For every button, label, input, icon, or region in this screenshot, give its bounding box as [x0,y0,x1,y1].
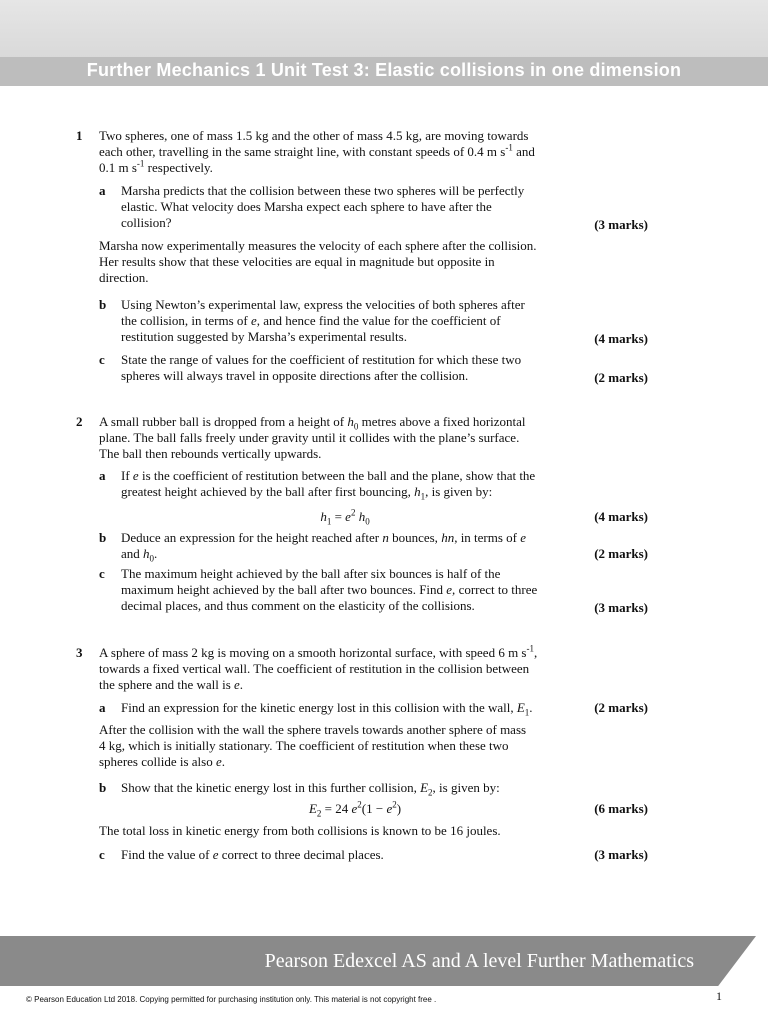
text-line: A sphere of mass 2 kg is moving on a smooth horizontal surface, with speed 6 m s [99,645,527,660]
question-3-paragraph-2 [99,823,589,839]
text-line: plane. The ball falls freely under gravity until it collides with the plane’s surface. [99,430,520,445]
text-line: restitution suggested by Marsha’s experimental results. [121,329,407,344]
variable: e [132,468,139,483]
part-letter: b [99,297,107,312]
variable: h [320,509,327,524]
part-letter: b [99,780,107,795]
subscript: 2 [316,808,322,819]
text-line: Deduce an expression for the height reached after [121,530,383,545]
superscript: 2 [350,507,356,518]
text-line: and [121,546,144,561]
variable: h [358,509,366,524]
text-line: ) [396,801,402,816]
text-line: . [529,700,533,715]
variable: h [347,414,354,429]
subscript: 1 [524,707,530,718]
variable: e, [446,582,456,597]
variable: e [351,801,358,816]
text-line: = 24 [321,801,352,816]
question-number: 2 [76,414,83,429]
part-letter: a [99,468,106,483]
variable: h [143,546,150,561]
marks-label: (2 marks) [594,546,648,561]
subscript: 0 [365,516,370,527]
subscript: 2 [428,787,433,798]
text-line: elastic. What velocity does Marsha expect each sphere to have after the [121,199,492,214]
text-line: , is given by: [425,484,493,499]
text-line: the collision, in terms of [121,313,251,328]
text-line: 0.1 m s [99,160,137,175]
variable: e [386,801,393,816]
text-line: Using Newton’s experimental law, express the velocities of both spheres after [121,297,525,312]
part-letter: c [99,566,105,581]
superscript: -1 [136,158,145,169]
question-3-intro [99,645,589,693]
text-line: Find an expression for the kinetic energy lost in this collision with the wall, [121,700,517,715]
question-2a-text [121,468,581,500]
variable: e [345,509,351,524]
part-letter: b [99,530,107,545]
page-number: 1 [716,989,722,1003]
text-line: greatest height achieved by the ball after first bouncing, [121,484,415,499]
text-line: . [154,546,158,561]
variable: e [250,313,257,328]
text-line: and [512,144,535,159]
copyright-notice: © Pearson Education Ltd 2018. Copying permitted for purchasing institution only. This material is not copyright free . [26,995,437,1004]
variable: E [516,700,525,715]
text-line: each other, travelling in the same straight line, with constant speeds of 0.4 m s [99,144,506,159]
subscript: 0 [353,421,359,432]
text-line: Two spheres, one of mass 1.5 kg and the other of mass 4.5 kg, are moving towards [99,128,529,143]
text-line: Show that the kinetic energy lost in this further collision, [121,780,421,795]
text-line: spheres collide is also [99,754,216,769]
text-line: spheres will always travel in opposite directions after the collision. [121,368,469,383]
question-1a-text [121,183,571,231]
marks-label: (6 marks) [594,801,648,816]
part-letter: a [99,183,106,198]
text-line: The total loss in kinetic energy from both collisions is known to be 16 joules. [99,823,501,838]
text-line: A small rubber ball is dropped from a height of [99,414,348,429]
text-line: direction. [99,270,149,285]
text-line: metres above a fixed horizontal [358,414,526,429]
page-title: Further Mechanics 1 Unit Test 3: Elastic collisions in one dimension [86,60,682,80]
text-line: 4 kg, which is initially stationary. The coefficient of restitution when these two [99,738,509,753]
marks-label: (4 marks) [594,509,648,524]
text-line: Find the value of [121,847,213,862]
question-2c-text [121,566,581,614]
text-line: The maximum height achieved by the ball after six bounces is half of the [121,566,501,581]
text-line: Her results show that these velocities are equal in magnitude but opposite in [99,254,495,269]
text-line: . [221,754,226,769]
superscript: 2 [357,799,362,810]
footer-title: Pearson Edexcel AS and A level Further Mathematics [264,950,694,972]
question-2-intro [99,414,579,462]
text-line: decimal places, and thus comment on the elasticity of the collisions. [121,598,475,613]
part-letter: a [99,700,106,715]
variable: e [520,530,527,545]
part-letter: c [99,352,105,367]
variable: E [308,801,317,816]
text-line: correct to three decimal places. [218,847,384,862]
question-3b-text [121,780,571,796]
question-2b-text [121,530,571,562]
formula [240,509,450,525]
part-letter: c [99,847,105,862]
superscript: 2 [392,799,397,810]
superscript: -1 [505,142,513,153]
variable: e [234,677,240,692]
text-line: correct to three [455,582,538,597]
marks-label: (2 marks) [594,370,648,385]
text-line: (1 − [361,801,387,816]
question-number: 1 [76,128,83,143]
marks-label: (2 marks) [594,700,648,715]
text-line: bounces, [388,530,442,545]
text-line: = [331,509,346,524]
text-line: , in terms of [454,530,521,545]
text-line: . [239,677,244,692]
subscript: 0 [149,553,155,564]
text-line: is the coefficient of restitution between the ball and the plane, show that the [138,468,536,483]
variable: h [414,484,421,499]
variable: E [420,780,429,795]
text-line: , and hence find the value for the coefficient of [256,313,501,328]
question-1c-text [121,352,571,384]
question-3c-text [121,847,571,863]
variable: e [212,847,219,862]
text-line: Marsha predicts that the collision between these two spheres will be perfectly [121,183,525,198]
text-line: respectively. [144,160,213,175]
text-line: towards a fixed vertical wall. The coefficient of restitution in the collision between [99,661,530,676]
text-line: , is given by: [432,780,500,795]
text-line: , [534,645,538,660]
superscript: -1 [526,643,534,654]
question-3a-text [121,700,591,716]
question-number: 3 [76,645,83,660]
question-1-intro [99,128,579,176]
marks-label: (3 marks) [594,600,648,615]
subscript: 1 [326,516,332,527]
marks-label: (3 marks) [594,217,648,232]
text-line: State the range of values for the coefficient of restitution for which these two [121,352,522,367]
text-line: Marsha now experimentally measures the velocity of each sphere after the collision. [99,238,537,253]
text-line: After the collision with the wall the sphere travels towards another sphere of mass [99,722,527,737]
text-line: maximum height achieved by the ball after two bounces. Find [121,582,447,597]
text-line: the sphere and the wall is [99,677,235,692]
variable: n [382,530,389,545]
marks-label: (4 marks) [594,331,648,346]
question-1-paragraph [99,238,589,286]
subscript: 1 [420,491,426,502]
text-line: collision? [121,215,172,230]
question-1b-text [121,297,571,345]
formula [260,801,450,817]
variable: e [215,754,222,769]
text-line: If [121,468,133,483]
marks-label: (3 marks) [594,847,648,862]
question-3-paragraph [99,722,589,770]
variable: hn [441,530,455,545]
text-line: The ball then rebounds vertically upwards. [99,446,322,461]
